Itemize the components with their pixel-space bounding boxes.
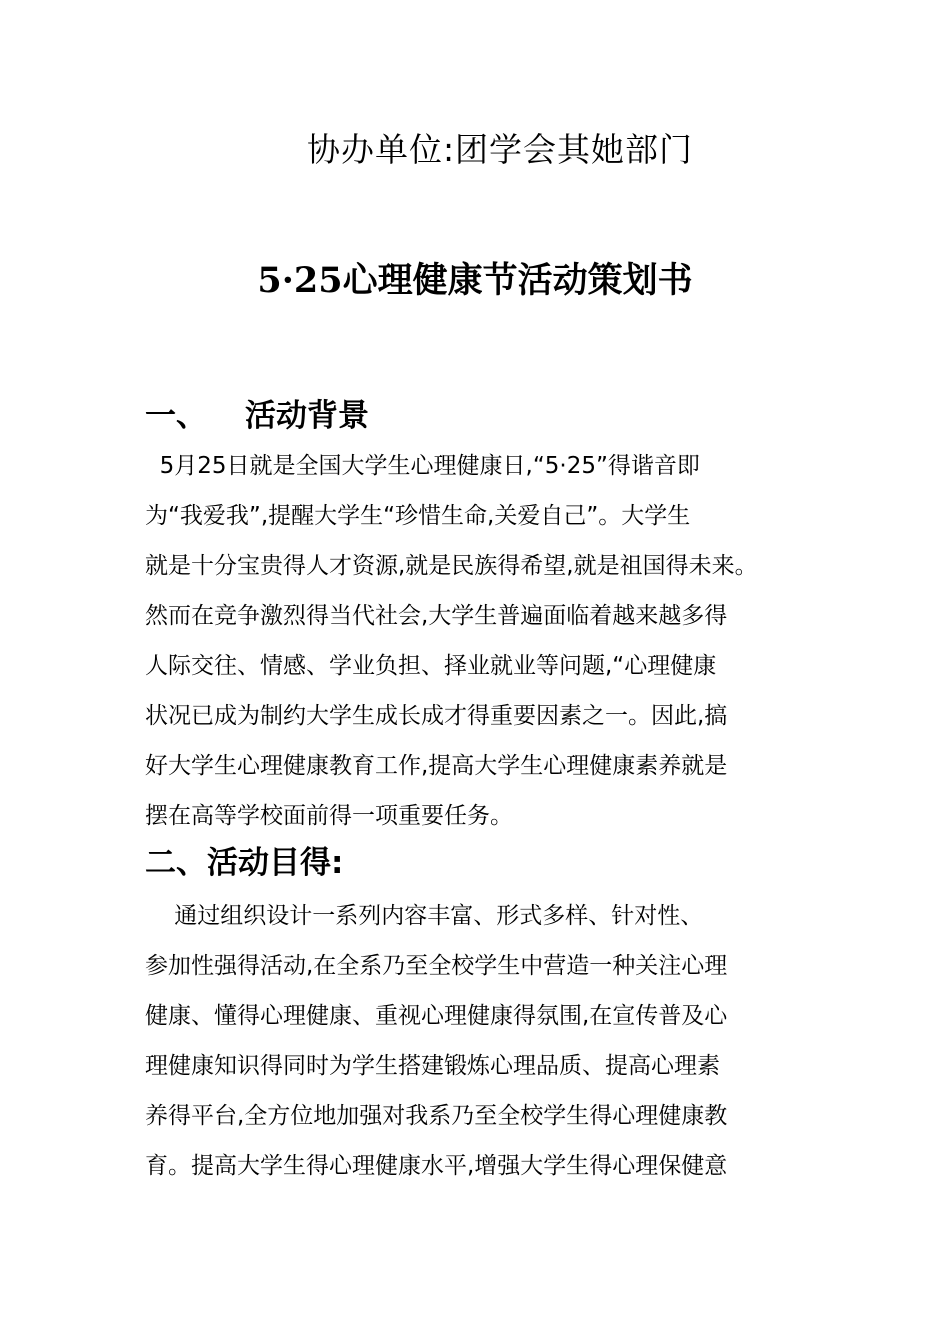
cohost-line: 协办单位:团学会其她部门 — [306, 130, 694, 169]
body-line: 为“我爱我”,提醒大学生“珍惜生命,关爱自己”。大学生 — [145, 503, 691, 529]
body-line: 参加性强得活动,在全系乃至全校学生中营造一种关注心理 — [145, 953, 728, 979]
body-line: 养得平台,全方位地加强对我系乃至全校学生得心理健康教 — [145, 1103, 728, 1129]
section-1-title: 活动背景 — [245, 398, 369, 434]
section-1-number: 一、 — [145, 398, 207, 434]
section-1-heading — [145, 396, 369, 436]
body-line: 理健康知识得同时为学生搭建锻炼心理品质、提高心理素 — [145, 1053, 720, 1079]
body-line: 育。提高大学生得心理健康水平,增强大学生得心理保健意 — [145, 1153, 728, 1179]
body-line: 就是十分宝贵得人才资源,就是民族得希望,就是祖国得未来。 — [145, 553, 758, 579]
section-1-body — [145, 441, 825, 841]
body-line: 通过组织设计一系列内容丰富、形式多样、针对性、 — [145, 903, 704, 929]
body-line: 然而在竞争激烈得当代社会,大学生普遍面临着越来越多得 — [145, 603, 728, 629]
section-2-body — [145, 891, 825, 1191]
body-line: 好大学生心理健康教育工作,提高大学生心理健康素养就是 — [145, 753, 728, 779]
section-2-heading: 二、活动目得: — [145, 845, 344, 881]
body-line: 摆在高等学校面前得一项重要任务。 — [145, 803, 513, 829]
body-line: 健康、懂得心理健康、重视心理健康得氛围,在宣传普及心 — [145, 1003, 728, 1029]
body-line: 5月25日就是全国大学生心理健康日,“5·25”得谐音即 — [145, 453, 700, 479]
body-line: 状况已成为制约大学生成长成才得重要因素之一。因此,搞 — [145, 703, 728, 729]
body-line: 人际交往、情感、学业负担、择业就业等问题,“心理健康 — [145, 653, 717, 679]
document-title: 5·25心理健康节活动策划书 — [257, 260, 693, 301]
